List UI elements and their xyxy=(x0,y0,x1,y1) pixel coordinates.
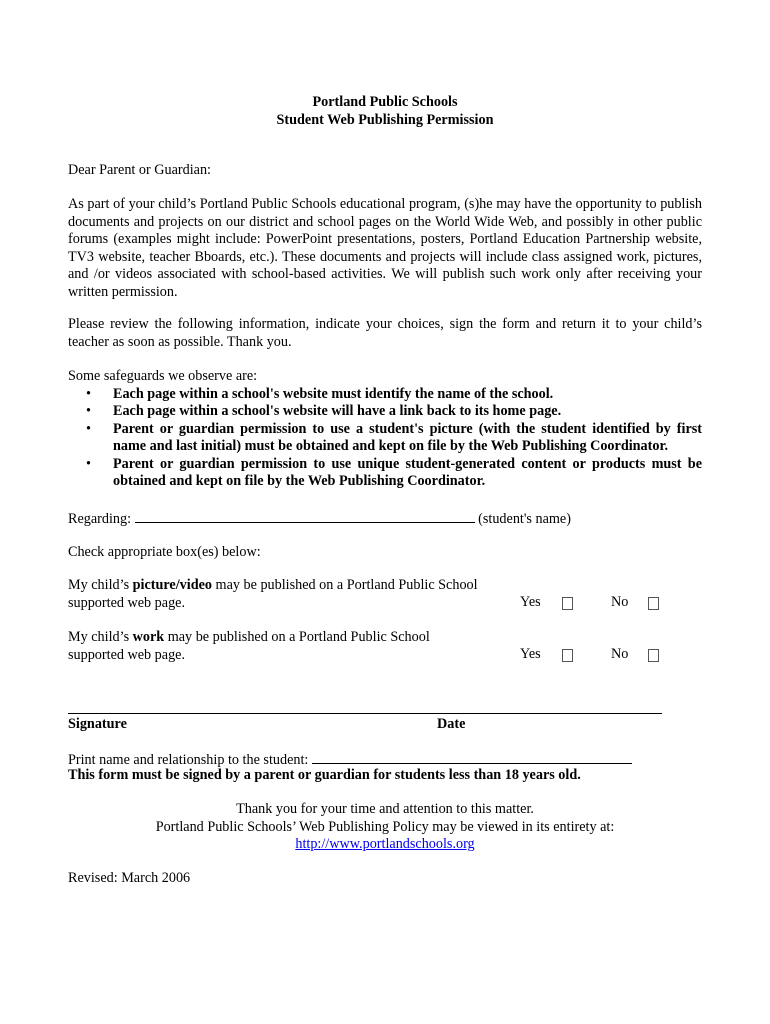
safeguards-list xyxy=(68,386,702,491)
print-name-field[interactable] xyxy=(312,750,632,764)
policy-link[interactable]: http://www.portlandschools.org xyxy=(295,836,475,852)
signature-line[interactable] xyxy=(68,713,662,714)
work-permission-text xyxy=(68,629,702,664)
safeguard-text: Parent or guardian permission to use unique student-generated content or products must be obtained and kept on file by the Web Publishing Coordinator. xyxy=(113,455,702,489)
bullet-icon: • xyxy=(86,403,91,419)
work-yes-checkbox[interactable] xyxy=(562,649,573,662)
work-permission-row xyxy=(68,629,702,665)
work-no-label: No xyxy=(611,646,629,662)
date-label: Date xyxy=(437,716,466,732)
safeguard-item xyxy=(68,456,702,491)
work-emphasis: work xyxy=(132,629,165,645)
print-name-label: Print name and relationship to the student: xyxy=(68,752,309,768)
greeting: Dear Parent or Guardian: xyxy=(68,162,211,178)
footer-note xyxy=(68,801,702,854)
form-header xyxy=(68,94,702,129)
work-yes-label: Yes xyxy=(520,646,541,662)
intro-paragraph: As part of your child’s Portland Public Schools educational program, (s)he may have the opportunity to publish documents and projects on our district and school pages on the World Wide Web, and possibly in other public forums (examples might include: PowerPoint presentations, posters, Portland Education Partnership website, TV3 website, teacher Bboards, etc.). These documents and projects will include class assigned work, pictures, and /or videos associated with school-based activities. We will publish such work only after receiving your written permission. xyxy=(68,196,702,300)
safeguard-text: Parent or guardian permission to use a student's picture (with the student identified by first name and last initial) must be obtained and kept on file by the Web Publishing Coordinator. xyxy=(113,420,702,454)
safeguard-text: Each page within a school's website will have a link back to its home page. xyxy=(113,403,562,419)
policy-text: Portland Public Schools’ Web Publishing Policy may be viewed in its entirety at: xyxy=(155,818,615,835)
picture-no-label: No xyxy=(611,594,629,610)
school-district-name: Portland Public Schools xyxy=(312,94,458,110)
thanks-text: Thank you for your time and attention to this matter. xyxy=(236,801,534,817)
safeguard-item xyxy=(68,386,702,404)
picture-yes-label: Yes xyxy=(520,594,541,610)
picture-permission-row xyxy=(68,577,702,613)
safeguards-heading: Some safeguards we observe are: xyxy=(68,368,258,384)
student-name-field[interactable] xyxy=(135,509,475,523)
picture-no-checkbox[interactable] xyxy=(648,597,659,610)
safeguard-text: Each page within a school's website must identify the name of the school. xyxy=(113,385,554,402)
bullet-icon: • xyxy=(86,385,91,402)
regarding-suffix: (student's name) xyxy=(478,511,571,527)
picture-permission-text xyxy=(68,577,702,612)
bullet-icon: • xyxy=(86,420,91,437)
picture-yes-checkbox[interactable] xyxy=(562,597,573,610)
work-rest: may be published on a Portland Public School xyxy=(164,629,430,645)
revised-date: Revised: March 2006 xyxy=(68,870,191,886)
picture-rest: may be published on a Portland Public School xyxy=(211,577,478,593)
safeguards-section xyxy=(68,368,702,491)
picture-prefix: My child’s xyxy=(68,577,133,593)
picture-line2: supported web page. xyxy=(68,594,186,611)
work-prefix: My child’s xyxy=(68,629,133,645)
form-title: Student Web Publishing Permission xyxy=(276,111,494,128)
safeguard-item xyxy=(68,421,702,456)
review-paragraph: Please review the following information, indicate your choices, sign the form and return it to your child’s teacher as soon as possible. Thank you. xyxy=(68,316,702,350)
regarding-label: Regarding: xyxy=(68,511,132,527)
signing-requirement: This form must be signed by a parent or guardian for students less than 18 years old. xyxy=(68,767,581,783)
bullet-icon: • xyxy=(86,455,91,472)
picture-emphasis: picture/video xyxy=(132,577,212,593)
work-line2: supported web page. xyxy=(68,646,186,663)
safeguard-item xyxy=(68,403,702,421)
signature-label: Signature xyxy=(68,716,127,732)
regarding-row xyxy=(68,509,702,529)
work-no-checkbox[interactable] xyxy=(648,649,659,662)
check-instructions: Check appropriate box(es) below: xyxy=(68,544,261,560)
